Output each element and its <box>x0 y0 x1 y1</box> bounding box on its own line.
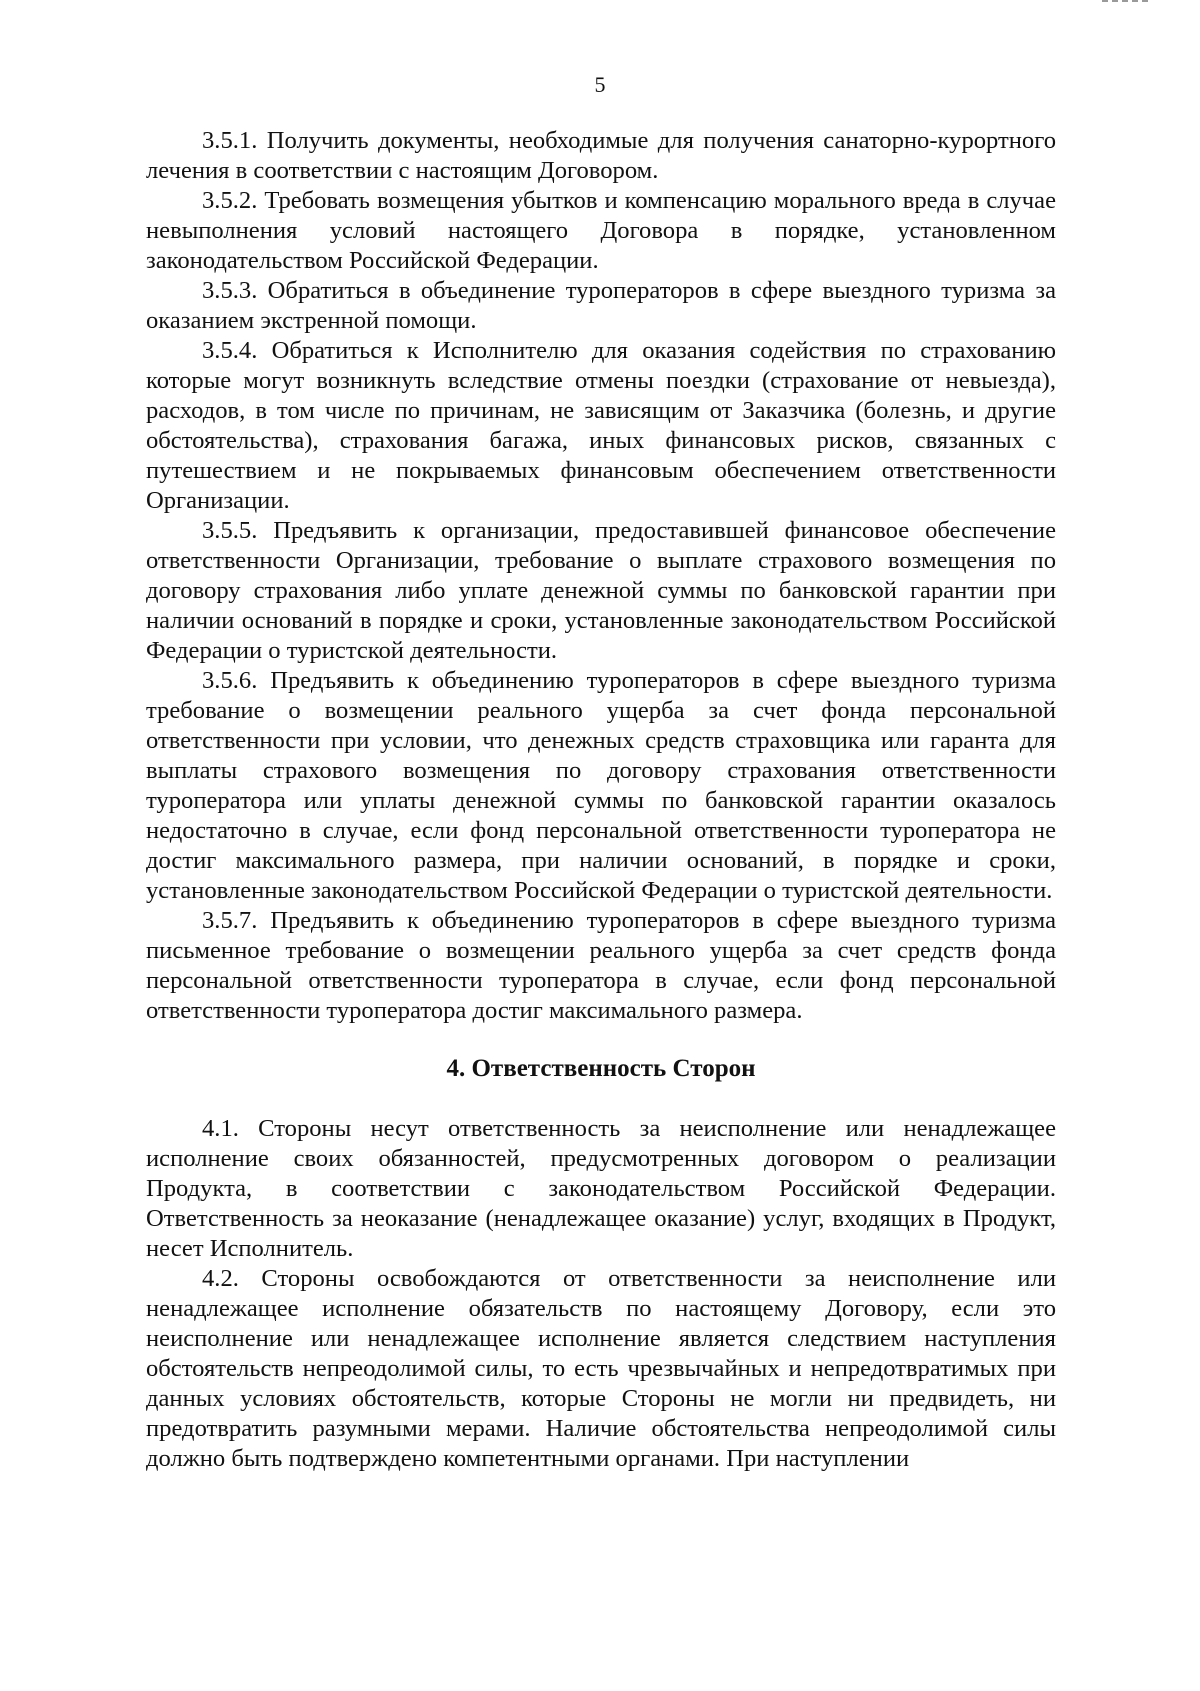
clause-3-5-4 <box>146 336 1056 516</box>
clause-3-5-6 <box>146 666 1056 906</box>
clause-number: 3.5.3. <box>202 277 258 304</box>
clause-text: Требовать возмещения убытков и компенсацию морального вреда в случае невыполнения условий настоящего Договора в порядке, установленном законодательством Российской Федерации. <box>146 187 1057 274</box>
clause-number: 3.5.4. <box>202 337 258 364</box>
section-title: 4. Ответственность Сторон <box>446 1055 756 1082</box>
page-number: 5 <box>594 72 606 97</box>
clause-text: Предъявить к объединению туроператоров в сфере выездного туризма требование о возмещении реального ущерба за счет фонда персональной ответственности при условии, что денежных средств страховщика или гаранта для выплаты страхового возмещения по договору страхования ответственности туроператора или уплаты денежной суммы по банковской гарантии оказалось недостаточно в случае, если фонд персональной ответственности туроператора не достиг максимального размера, при наличии оснований, в порядке и сроки, установленные законодательством Российской Федерации о туристской деятельности. <box>146 667 1056 904</box>
clause-3-5-7 <box>146 906 1056 1026</box>
clause-4-1 <box>146 1114 1056 1264</box>
clause-text: Предъявить к организации, предоставившей финансовое обеспечение ответственности Организации, требование о выплате страхового возмещения по договору страхования либо уплате денежной суммы по банковской гарантии при наличии оснований в порядке и сроки, установленные законодательством Российской Федерации о туристской деятельности. <box>146 517 1056 664</box>
clause-number: 4.1. <box>202 1115 239 1142</box>
clause-number: 3.5.1. <box>202 127 258 154</box>
clause-text: Стороны несут ответственность за неисполнение или ненадлежащее исполнение своих обязанностей, предусмотренных договором о реализации Продукта, в соответствии с законодательством Российской Федерации. Ответственность за неоказание (ненадлежащее оказание) услуг, входящих в Продукт, несет Исполнитель. <box>146 1115 1056 1262</box>
clause-text: Обратиться в объединение туроператоров в сфере выездного туризма за оказанием экстренной помощи. <box>146 277 1056 334</box>
clause-3-5-1 <box>146 126 1056 186</box>
clause-3-5-2 <box>146 186 1056 276</box>
clause-number: 4.2. <box>202 1265 239 1292</box>
document-body <box>146 126 1056 1474</box>
clause-number: 3.5.7. <box>202 907 258 934</box>
clause-text: Получить документы, необходимые для получения санаторно-курортного лечения в соответствии с настоящим Договором. <box>146 127 1056 184</box>
clause-number: 3.5.2. <box>202 187 258 214</box>
clause-4-2 <box>146 1264 1056 1474</box>
scan-corner-mark <box>1102 0 1148 5</box>
clause-text: Стороны освобождаются от ответственности за неисполнение или ненадлежащее исполнение обязательств по настоящему Договору, если это неисполнение или ненадлежащее исполнение является следствием наступления обстоятельств непреодолимой силы, то есть чрезвычайных и непредотвратимых при данных условиях обстоятельств, которые Стороны не могли ни предвидеть, ни предотвратить разумными мерами. Наличие обстоятельства непреодолимой силы должно быть подтверждено компетентными органами. При наступлении <box>146 1265 1057 1472</box>
clause-3-5-5 <box>146 516 1056 666</box>
clause-3-5-3 <box>146 276 1056 336</box>
clause-number: 3.5.5. <box>202 517 258 544</box>
clause-text: Обратиться к Исполнителю для оказания содействия по страхованию которые могут возникнуть вследствие отмены поездки (страхование от невыезда), расходов, в том числе по причинам, не зависящим от Заказчика (болезнь, и другие обстоятельства), страхования багажа, иных финансовых рисков, связанных с путешествием и не покрываемых финансовым обеспечением ответственности Организации. <box>146 337 1056 514</box>
clause-text: Предъявить к объединению туроператоров в сфере выездного туризма письменное требование о возмещении реального ущерба за счет средств фонда персональной ответственности туроператора в случае, если фонд персональной ответственности туроператора достиг максимального размера. <box>146 907 1056 1024</box>
clause-number: 3.5.6. <box>202 667 258 694</box>
